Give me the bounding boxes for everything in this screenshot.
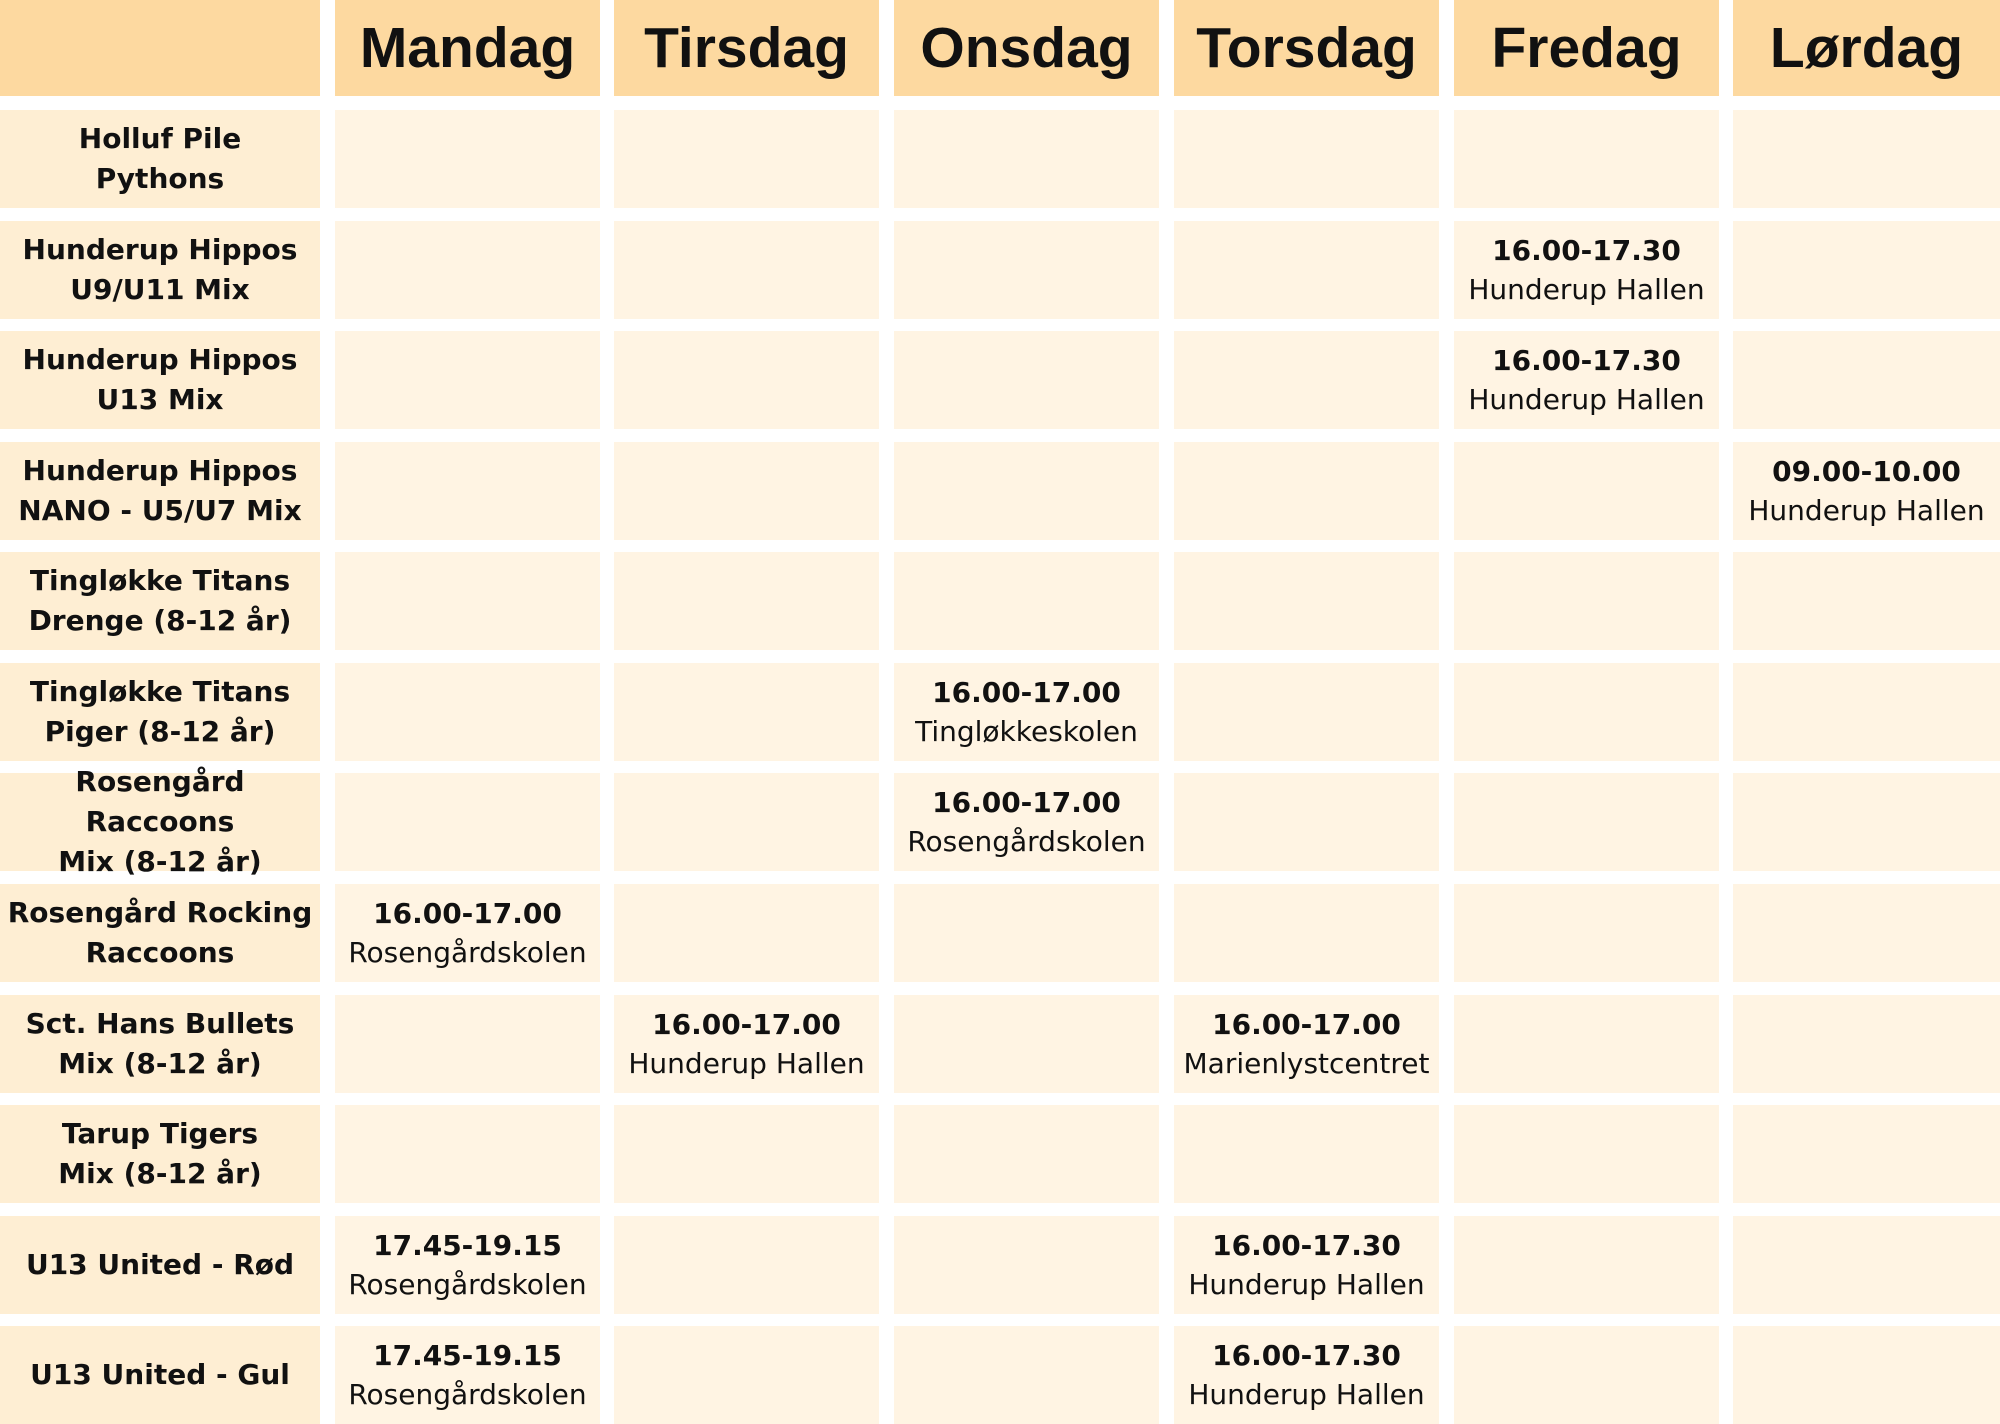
day-header — [894, 0, 1159, 96]
team-name-line: Raccoons — [85, 936, 235, 969]
team-name-line: Rosengård Raccoons — [75, 765, 245, 838]
header-corner-cell — [0, 0, 320, 96]
team-name-line: Tingløkke Titans — [29, 564, 291, 597]
schedule-cell — [1174, 110, 1439, 208]
session-location: Hunderup Hallen — [1188, 1377, 1425, 1411]
schedule-cell — [335, 110, 600, 208]
schedule-cell — [1454, 552, 1719, 650]
schedule-cell — [614, 221, 879, 319]
schedule-cell — [894, 663, 1159, 761]
schedule-cell — [1733, 331, 2000, 429]
team-name-cell — [0, 1105, 320, 1203]
schedule-cell — [894, 552, 1159, 650]
schedule-cell — [894, 221, 1159, 319]
team-name-line: Tingløkke Titans — [29, 675, 291, 708]
schedule-cell — [335, 221, 600, 319]
team-name-cell — [0, 1216, 320, 1314]
schedule-cell — [1454, 773, 1719, 871]
session-time: 16.00-17.00 — [1212, 1007, 1401, 1041]
schedule-cell — [335, 884, 600, 982]
session-time: 16.00-17.30 — [1212, 1228, 1401, 1262]
session-location: Rosengårdskolen — [907, 824, 1146, 858]
team-name-cell — [0, 765, 320, 878]
schedule-cell — [894, 884, 1159, 982]
day-header — [1454, 0, 1719, 96]
team-name-cell — [0, 110, 320, 208]
team-name-cell — [0, 331, 320, 429]
schedule-cell — [894, 1105, 1159, 1203]
team-name-line: Sct. Hans Bullets — [25, 1007, 295, 1040]
schedule-cell — [894, 442, 1159, 540]
schedule-cell — [614, 1326, 879, 1424]
team-name-line: Holluf Pile — [78, 122, 242, 155]
team-name-line: Hunderup Hippos — [22, 454, 298, 487]
session-location: Hunderup Hallen — [1468, 272, 1705, 306]
day-header-label: Fredag — [1491, 16, 1682, 80]
day-header-label: Mandag — [359, 16, 576, 80]
session-time: 16.00-17.00 — [932, 675, 1121, 709]
schedule-cell — [335, 995, 600, 1093]
team-name-line: Tarup Tigers — [61, 1117, 259, 1150]
day-header — [1174, 0, 1439, 96]
schedule-cell — [1174, 663, 1439, 761]
schedule-cell — [1174, 1326, 1439, 1424]
session-location: Hunderup Hallen — [1468, 382, 1705, 416]
schedule-cell — [614, 110, 879, 208]
schedule-cell — [1174, 1105, 1439, 1203]
schedule-cell — [1733, 552, 2000, 650]
session-location: Rosengårdskolen — [348, 1267, 587, 1301]
schedule-cell — [894, 331, 1159, 429]
schedule-cell — [1454, 442, 1719, 540]
schedule-cell — [1454, 331, 1719, 429]
schedule-cell — [1174, 331, 1439, 429]
day-header — [1733, 0, 2000, 96]
schedule-cell — [614, 773, 879, 871]
schedule-cell — [1454, 110, 1719, 208]
team-name-line: U13 United - Gul — [30, 1358, 290, 1391]
team-name-line: Rosengård Rocking — [7, 896, 313, 929]
session-location: Hunderup Hallen — [628, 1046, 865, 1080]
schedule-cell — [1733, 663, 2000, 761]
team-name-cell — [0, 221, 320, 319]
session-location: Rosengårdskolen — [348, 1377, 587, 1411]
schedule-cell — [614, 1105, 879, 1203]
team-name-line: U13 Mix — [96, 383, 224, 416]
schedule-cell — [1174, 442, 1439, 540]
team-name-line: Piger (8-12 år) — [44, 715, 276, 748]
team-name-cell — [0, 995, 320, 1093]
schedule-cell — [614, 331, 879, 429]
day-header — [335, 0, 600, 96]
schedule-cell — [335, 1326, 600, 1424]
schedule-cell — [894, 995, 1159, 1093]
schedule-cell — [1174, 995, 1439, 1093]
session-time: 17.45-19.15 — [373, 1228, 562, 1262]
team-name-line: U9/U11 Mix — [70, 273, 250, 306]
schedule-cell — [1454, 1216, 1719, 1314]
schedule-cell — [1454, 995, 1719, 1093]
day-header-label: Tirsdag — [644, 16, 849, 80]
schedule-cell — [335, 1216, 600, 1314]
schedule-cell — [1733, 1216, 2000, 1314]
team-name-line: Mix (8-12 år) — [58, 845, 262, 878]
session-location: Marienlystcentret — [1183, 1046, 1430, 1080]
schedule-cell — [894, 1216, 1159, 1314]
schedule-cell — [1733, 773, 2000, 871]
session-time: 17.45-19.15 — [373, 1338, 562, 1372]
schedule-cell — [1174, 1216, 1439, 1314]
team-name-cell — [0, 552, 320, 650]
schedule-cell — [614, 884, 879, 982]
session-time: 16.00-17.00 — [932, 785, 1121, 819]
schedule-cell — [1733, 995, 2000, 1093]
team-name-line: Hunderup Hippos — [22, 233, 298, 266]
schedule-cell — [1454, 884, 1719, 982]
team-name-line: Mix (8-12 år) — [58, 1047, 262, 1080]
schedule-cell — [894, 110, 1159, 208]
session-time: 09.00-10.00 — [1772, 454, 1961, 488]
team-name-line: Hunderup Hippos — [22, 343, 298, 376]
session-location: Hunderup Hallen — [1748, 493, 1985, 527]
team-name-cell — [0, 442, 320, 540]
schedule-cell — [335, 442, 600, 540]
schedule-cell — [614, 995, 879, 1093]
schedule-cell — [1454, 663, 1719, 761]
schedule-cell — [1733, 1326, 2000, 1424]
schedule-cell — [335, 773, 600, 871]
team-name-line: Pythons — [95, 162, 225, 195]
schedule-cell — [1733, 442, 2000, 540]
session-time: 16.00-17.00 — [373, 896, 562, 930]
day-header-label: Lørdag — [1769, 16, 1964, 80]
schedule-cell — [614, 552, 879, 650]
schedule-cell — [1174, 552, 1439, 650]
session-location: Tingløkkeskolen — [915, 714, 1138, 748]
team-name-line: NANO - U5/U7 Mix — [18, 494, 302, 527]
schedule-cell — [1733, 1105, 2000, 1203]
schedule-cell — [614, 442, 879, 540]
session-location: Rosengårdskolen — [348, 935, 587, 969]
schedule-cell — [1454, 221, 1719, 319]
schedule-cell — [1174, 773, 1439, 871]
schedule-cell — [894, 1326, 1159, 1424]
schedule-cell — [894, 773, 1159, 871]
schedule-cell — [614, 1216, 879, 1314]
team-name-line: Drenge (8-12 år) — [28, 604, 292, 637]
schedule-cell — [335, 1105, 600, 1203]
session-location: Hunderup Hallen — [1188, 1267, 1425, 1301]
session-time: 16.00-17.00 — [652, 1007, 841, 1041]
session-time: 16.00-17.30 — [1492, 343, 1681, 377]
schedule-cell — [1174, 221, 1439, 319]
day-header-label: Onsdag — [920, 16, 1133, 80]
schedule-cell — [335, 552, 600, 650]
team-name-cell — [0, 884, 320, 982]
team-name-line: Mix (8-12 år) — [58, 1157, 262, 1190]
schedule-cell — [1733, 221, 2000, 319]
team-name-cell — [0, 1326, 320, 1424]
schedule-cell — [1454, 1105, 1719, 1203]
day-header-label: Torsdag — [1196, 16, 1417, 80]
team-name-cell — [0, 663, 320, 761]
schedule-cell — [335, 331, 600, 429]
day-header — [614, 0, 879, 96]
team-name-line: U13 United - Rød — [25, 1248, 295, 1281]
schedule-cell — [1454, 1326, 1719, 1424]
schedule-cell — [335, 663, 600, 761]
schedule-cell — [1733, 884, 2000, 982]
schedule-cell — [1733, 110, 2000, 208]
session-time: 16.00-17.30 — [1492, 233, 1681, 267]
schedule-cell — [1174, 884, 1439, 982]
session-time: 16.00-17.30 — [1212, 1338, 1401, 1372]
schedule-cell — [614, 663, 879, 761]
